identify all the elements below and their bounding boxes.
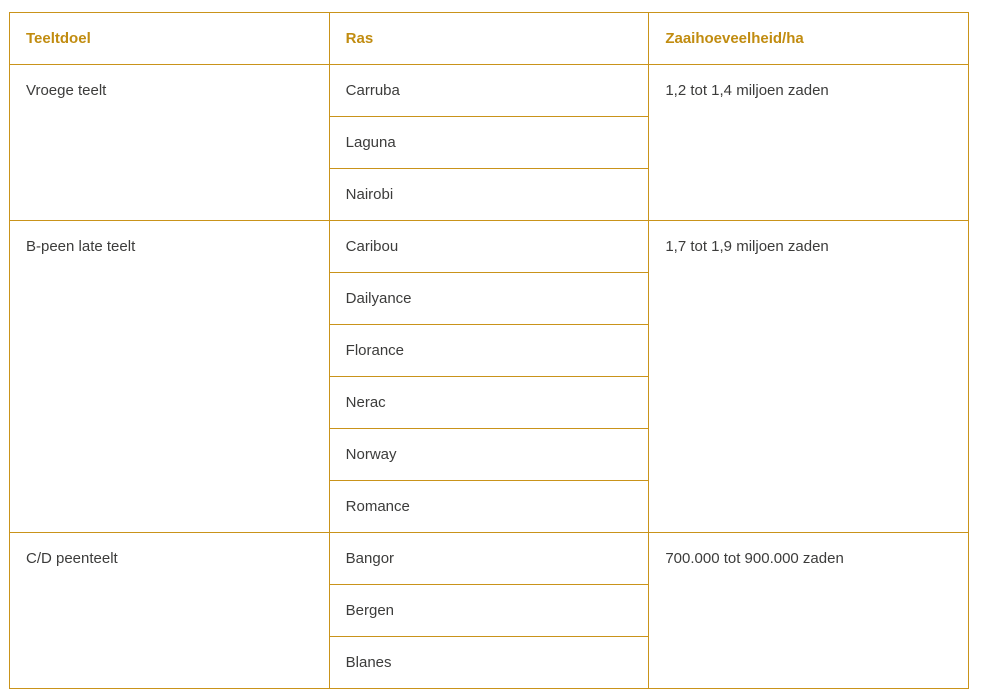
header-row — [10, 13, 969, 65]
ras-cell: Nairobi — [329, 169, 649, 221]
teeltdoel-cell: Vroege teelt — [10, 65, 330, 221]
ras-cell: Carruba — [329, 65, 649, 117]
teeltdoel-cell: B-peen late teelt — [10, 221, 330, 533]
ras-cell: Blanes — [329, 637, 649, 689]
zaaihoeveelheid-cell: 1,7 tot 1,9 miljoen zaden — [649, 221, 969, 533]
ras-cell: Laguna — [329, 117, 649, 169]
zaaihoeveelheid-cell: 1,2 tot 1,4 miljoen zaden — [649, 65, 969, 221]
column-header-zaaihoeveelheid: Zaaihoeveelheid/ha — [649, 13, 969, 65]
table-row — [10, 221, 969, 273]
table-row — [10, 533, 969, 585]
ras-cell: Nerac — [329, 377, 649, 429]
cultivation-table — [9, 12, 969, 689]
table-row — [10, 65, 969, 117]
ras-cell: Florance — [329, 325, 649, 377]
ras-cell: Dailyance — [329, 273, 649, 325]
ras-cell: Norway — [329, 429, 649, 481]
column-header-ras: Ras — [329, 13, 649, 65]
ras-cell: Romance — [329, 481, 649, 533]
ras-cell: Caribou — [329, 221, 649, 273]
column-header-teeltdoel: Teeltdoel — [10, 13, 330, 65]
teeltdoel-cell: C/D peenteelt — [10, 533, 330, 689]
ras-cell: Bangor — [329, 533, 649, 585]
zaaihoeveelheid-cell: 700.000 tot 900.000 zaden — [649, 533, 969, 689]
ras-cell: Bergen — [329, 585, 649, 637]
